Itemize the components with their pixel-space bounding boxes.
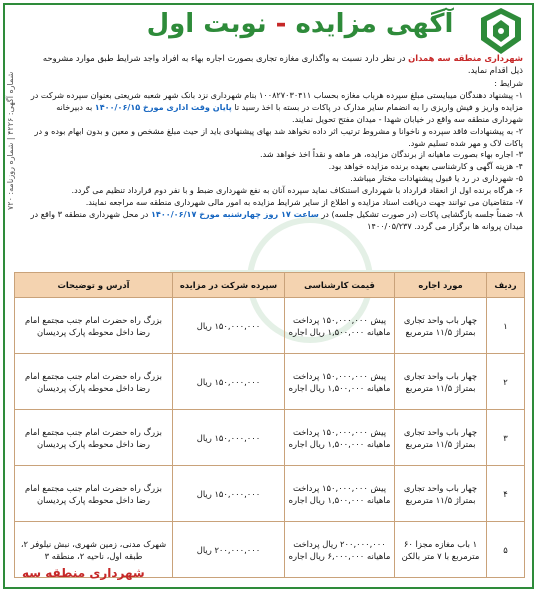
col-expert-price: قیمت کارشناسی	[285, 273, 395, 298]
auction-table	[14, 272, 525, 578]
intro-paragraph	[38, 52, 523, 76]
term-8-end: در محل شهرداری منطقه ۳ واقع در میدان پروانه ها برگزار می گردد.	[30, 208, 523, 231]
row-number: ۳	[487, 410, 525, 466]
deposit-amount: ۱۵۰,۰۰۰,۰۰۰ ریال	[173, 354, 285, 410]
deposit-amount: ۱۵۰,۰۰۰,۰۰۰ ریال	[173, 298, 285, 354]
municipality-name: شهرداری منطقه سه همدان	[408, 53, 523, 63]
terms-heading: شرایط :	[494, 78, 523, 88]
row-number: ۵	[487, 522, 525, 578]
expert-price: ۲۰۰,۰۰۰,۰۰۰ ریال پرداخت ماهیانه ۶,۰۰۰,۰۰۰ ریال اجاره	[285, 522, 395, 578]
table-header-row	[15, 273, 525, 298]
term-4: ۴- هزینه آگهی و کارشناسی بعهده برنده مزایده خواهد بود.	[328, 161, 523, 172]
expert-price: پیش ۱۵۰,۰۰۰,۰۰۰ پرداخت ماهیانه ۱,۵۰۰,۰۰۰ ریال اجاره	[285, 410, 395, 466]
municipality-logo-icon	[477, 6, 525, 56]
rental-item: چهار باب واحد تجاری بمتراژ ۱۱/۵ مترمربع	[395, 298, 487, 354]
term-1	[23, 90, 523, 126]
title-auction: آگهی مزایده	[295, 9, 454, 39]
rental-item: ۱ باب مغازه مجزا ۶۰ مترمربع با ۷ متر بالکن	[395, 522, 487, 578]
table-row	[15, 298, 525, 354]
expert-price: پیش ۱۵۰,۰۰۰,۰۰۰ پرداخت ماهیانه ۱,۵۰۰,۰۰۰ ریال اجاره	[285, 298, 395, 354]
address: بزرگ راه حضرت امام جنب مجتمع امام رضا داخل محوطه پارک پردیسان	[15, 354, 173, 410]
col-rental-item: مورد اجاره	[395, 273, 487, 298]
intro-text: در نظر دارد نسبت به واگذاری مغازه تجاری بصورت اجاره بهاء به افراد واجد شرایط طبق موارد مشروحه ذیل اقدام نماید.	[42, 53, 523, 75]
title-separator: -	[266, 9, 296, 39]
row-number: ۴	[487, 466, 525, 522]
term-5: ۵- شهرداری در رد یا قبول پیشنهادات مختار میباشد.	[350, 173, 523, 184]
rental-item: چهار باب واحد تجاری بمتراژ ۱۱/۵ مترمربع	[395, 410, 487, 466]
col-deposit: سپرده شرکت در مزایده	[173, 273, 285, 298]
row-number: ۲	[487, 354, 525, 410]
expert-price: پیش ۱۵۰,۰۰۰,۰۰۰ پرداخت ماهیانه ۱,۵۰۰,۰۰۰ ریال اجاره	[285, 466, 395, 522]
expert-price: پیش ۱۵۰,۰۰۰,۰۰۰ پرداخت ماهیانه ۱,۵۰۰,۰۰۰ ریال اجاره	[285, 354, 395, 410]
term-8-time: ساعت ۱۷ روز چهارشنبه مورخ ۱۴۰۰/۰۶/۱۷	[150, 208, 319, 219]
address: بزرگ راه حضرت امام جنب مجتمع امام رضا داخل محوطه پارک پردیسان	[15, 466, 173, 522]
table-row	[15, 410, 525, 466]
term-8-text: ۸- ضمناً جلسه بازگشایی پاکات (در صورت تشکیل جلسه) در	[321, 208, 523, 219]
rental-item: چهار باب واحد تجاری بمتراژ ۱۱/۵ مترمربع	[395, 354, 487, 410]
col-row-number: ردیف	[487, 273, 525, 298]
address: بزرگ راه حضرت امام جنب مجتمع امام رضا داخل محوطه پارک پردیسان	[15, 410, 173, 466]
table-row	[15, 466, 525, 522]
col-address: آدرس و توضیحات	[15, 273, 173, 298]
ad-title	[140, 4, 460, 44]
term-8-code: ۱۴۰۰/۰۵/۲۳۷	[367, 220, 412, 231]
side-reference-text: شماره آگهی: ۴۲۲۶ | شماره روزنامه: ۷۲۰	[6, 71, 15, 210]
terms-section	[23, 78, 523, 233]
term-3: ۳- اجاره بهاء بصورت ماهیانه از برندگان مزایده، هر ماهه و نقداً اخذ خواهد شد.	[260, 149, 523, 160]
term-2: ۲- به پیشنهادات فاقد سپرده و ناخوانا و مشروط ترتیب اثر داده نخواهد شد بهای پیشنهادی باید از حیث مبلغ مشخص و معین و بدون ابهام بوده و در پاکات لاک و مهر شده تسلیم شود.	[34, 125, 523, 148]
deposit-amount: ۱۵۰,۰۰۰,۰۰۰ ریال	[173, 466, 285, 522]
row-number: ۱	[487, 298, 525, 354]
term-6: ۶- هرگاه برنده اول از انعقاد قرارداد با شهرداری استنکاف نماید سپرده آنان به نفع شهرداری ضبط و با نفر دوم قرارداد تنظیم می گردد.	[71, 185, 523, 196]
term-7: ۷- متقاضیان می توانند جهت دریافت اسناد مزایده و اطلاع از سایر شرایط مزایده به امور مالی شهرداری منطقه سه مراجعه نمایند.	[85, 197, 523, 208]
title-first-round: نوبت اول	[146, 9, 267, 39]
address: بزرگ راه حضرت امام جنب مجتمع امام رضا داخل محوطه پارک پردیسان	[15, 298, 173, 354]
rental-item: چهار باب واحد تجاری بمتراژ ۱۱/۵ مترمربع	[395, 466, 487, 522]
term-1-deadline: پایان وقت اداری مورخ ۱۴۰۰/۰۶/۱۵	[94, 101, 232, 112]
table-row	[15, 354, 525, 410]
address: شهرک مدنی، زمین شهری، نبش نیلوفر ۲، طبقه اول، ناحیه ۲، منطقه ۳	[15, 522, 173, 578]
deposit-amount: ۱۵۰,۰۰۰,۰۰۰ ریال	[173, 410, 285, 466]
term-1-text: ۱- پیشنهاد دهندگان میبایستی مبلغ سپرده هرباب مغازه بحساب ۱۰۰۸۲۷۰۳۰۴۱۱ بنام شهرداری نزد بانک شهر شعبه شریعتی بعنوان سپرده شرکت در مزایده واریز و فیش واریزی را به انضمام سایر مدارک در پاکات در بسته با اخذ رسید تا	[30, 89, 523, 112]
term-1-end: به دبیرخانه شهرداری منطقه سه واقع در خیابان شهدا - میدان مفتح تحویل نمایند.	[56, 101, 523, 124]
signature-line: شهرداری منطقه سه	[22, 566, 145, 580]
deposit-amount: ۲۰۰,۰۰۰,۰۰۰ ریال	[173, 522, 285, 578]
term-8	[23, 209, 523, 233]
